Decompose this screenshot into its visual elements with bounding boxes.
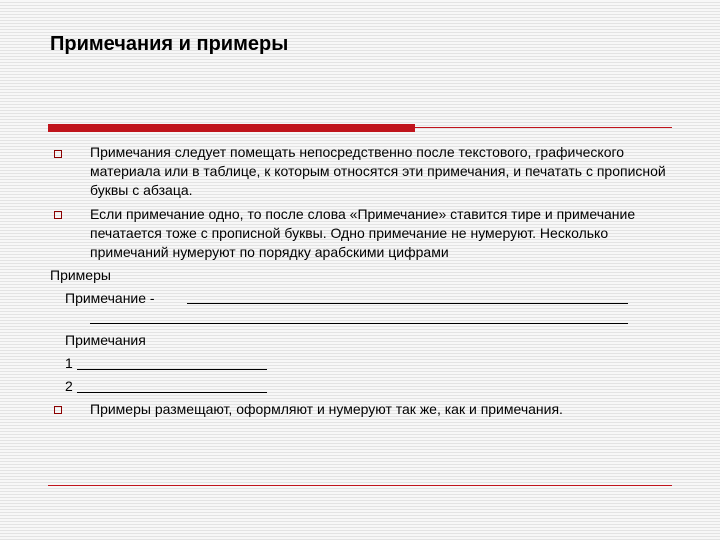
title-accent-bar xyxy=(48,124,415,132)
bullet-paragraph-3: Примеры размещают, оформляют и нумеруют так же, как и примечания. xyxy=(90,401,563,417)
slide-title: Примечания и примеры xyxy=(50,33,289,55)
multi-notes-label: Примечания xyxy=(65,332,146,348)
note-2-underline xyxy=(77,392,267,393)
square-bullet-icon xyxy=(54,406,62,414)
note-number-2: 2 xyxy=(65,378,73,394)
note-underline xyxy=(187,303,628,304)
single-note-label: Примечание - xyxy=(65,290,155,306)
examples-heading: Примеры xyxy=(50,267,111,283)
square-bullet-icon xyxy=(54,150,62,158)
note-number-1: 1 xyxy=(65,355,73,371)
title-accent-line xyxy=(415,127,672,128)
square-bullet-icon xyxy=(54,211,62,219)
bullet-paragraph-1: Примечания следует помещать непосредственно после текстового, графического материала или в таблице, к которым относятся эти примечания, и печатать с прописной буквы с абзаца. xyxy=(90,144,666,198)
note-underline-continued xyxy=(90,323,628,324)
bottom-rule xyxy=(48,485,672,486)
bullet-paragraph-2: Если примечание одно, то после слова «Примечание» ставится тире и примечание печатается тоже с прописной буквы. Одно примечание не нумеруют. Несколько примечаний нумеруют по порядку арабскими цифрами xyxy=(90,206,636,260)
note-1-underline xyxy=(77,369,267,370)
